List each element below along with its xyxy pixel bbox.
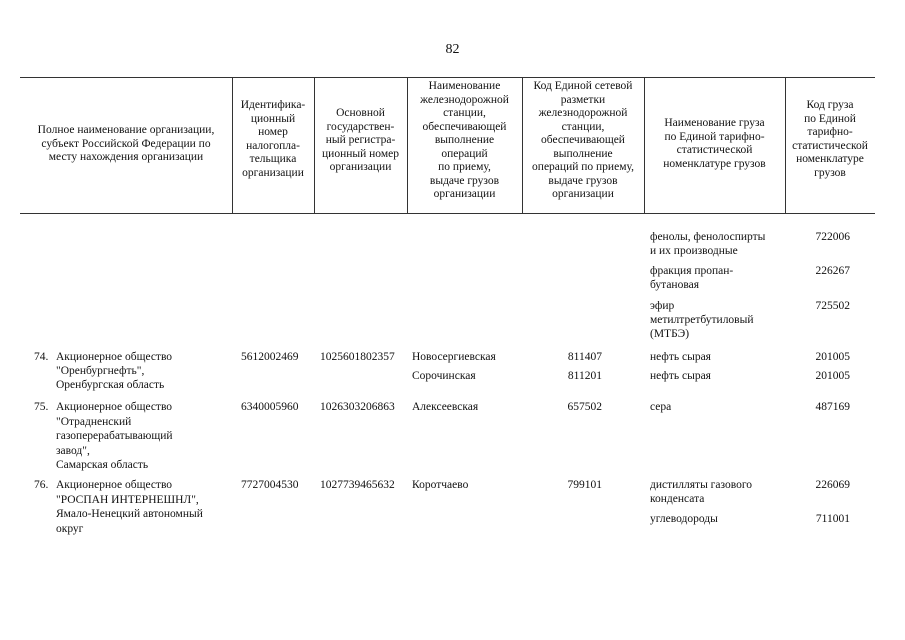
cargo-name: эфир метилтретбутиловый (МТБЭ) [650, 300, 754, 340]
header-ogrn: Основной государствен- ный регистра- ционный номер организации [322, 107, 399, 173]
station-code: 811407 [567, 351, 602, 363]
station-code: 811201 [567, 370, 602, 382]
cargo-name: фракция пропан- бутановая [650, 265, 734, 291]
ogrn-value: 1026303206863 [320, 401, 395, 413]
organization-name: Акционерное общество "РОСПАН ИНТЕРНЕШНЛ", Ямало-Ненецкий автономный округ [56, 479, 203, 535]
cargo-code: 725502 [815, 300, 850, 312]
station-name: Новосергиевская [412, 351, 496, 363]
inn-value: 6340005960 [241, 401, 299, 413]
page-number: 82 [445, 42, 460, 57]
cargo-code: 711001 [815, 513, 850, 525]
inn-value: 5612002469 [241, 351, 299, 363]
row-index: 75. [34, 401, 49, 413]
cargo-name: углеводороды [650, 513, 718, 525]
header-cargo-code: Код груза по Единой тарифно- статистической номенклатуре грузов [792, 99, 868, 179]
cargo-code: 722006 [815, 231, 850, 243]
cargo-code: 201005 [815, 351, 850, 363]
station-code: 657502 [567, 401, 602, 413]
header-cargo: Наименование груза по Единой тарифно- статистической номенклатуре грузов [663, 117, 766, 170]
header-organization: Полное наименование организации, субъект Российской Федерации по месту нахождения организации [37, 124, 215, 163]
cargo-code: 226267 [815, 265, 850, 277]
header-inn: Идентифика- ционный номер налогопла- тельщика организации [240, 99, 306, 179]
station-code: 799101 [567, 479, 602, 491]
header-station-code: Код Единой сетевой разметки железнодорожной станции, обеспечивающей выполнение операций по приему, выдаче грузов организации [532, 80, 634, 200]
organization-name: Акционерное общество "Отрадненский газоперерабатывающий завод", Самарская область [56, 401, 173, 472]
station-name: Сорочинская [412, 370, 476, 382]
cargo-code: 226069 [815, 479, 850, 491]
row-index: 74. [34, 351, 49, 363]
row-index: 76. [34, 479, 49, 491]
cargo-name: фенолы, фенолоспирты и их производные [650, 231, 766, 257]
cargo-name: нефть сырая [650, 351, 711, 363]
cargo-name: дистилляты газового конденсата [650, 479, 753, 505]
station-name: Коротчаево [412, 479, 469, 491]
cargo-code: 487169 [815, 401, 850, 413]
header-station: Наименование железнодорожной станции, обеспечивающей выполнение операций по приему, выдаче грузов организации [420, 80, 509, 200]
ogrn-value: 1027739465632 [320, 479, 395, 491]
table-top-rule [20, 77, 875, 78]
cargo-code: 201005 [815, 370, 850, 382]
cargo-name: сера [650, 401, 672, 413]
table-header-rule [20, 213, 875, 214]
organization-name: Акционерное общество "Оренбургнефть", Оренбургская область [56, 351, 173, 391]
station-name: Алексеевская [412, 401, 479, 413]
cargo-name: нефть сырая [650, 370, 711, 382]
ogrn-value: 1025601802357 [320, 351, 395, 363]
inn-value: 7727004530 [241, 479, 299, 491]
